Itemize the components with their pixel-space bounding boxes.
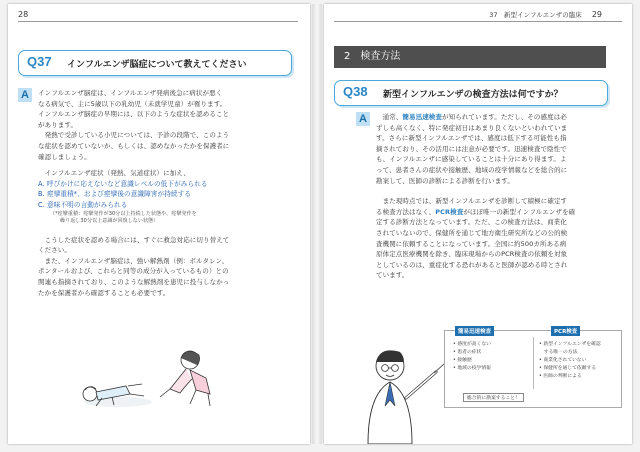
list-item: • 医師の判断による [539, 374, 582, 379]
text-line: 関連も指摘されており、このような解熱剤を患児に投与しなかっ [38, 277, 230, 286]
term-pcr: PCR検査 [435, 207, 464, 216]
pcr-test-heading: PCR検査 [551, 326, 580, 336]
section-heading-text: 2 検査方法 [344, 51, 401, 62]
right-page [324, 4, 632, 444]
text-line: す。さらに新型インフルエンザでは、感度は低下する可能性も指 [376, 134, 567, 143]
list-item: • 新型インフルエンザを確認 [539, 342, 601, 347]
page-number: 28 [18, 10, 29, 19]
text-line: また現時点では、新型インフルエンザを診断して積極に確定す [376, 197, 568, 206]
answer-text [38, 88, 300, 298]
list-item: • 患者の症状 [453, 350, 482, 355]
text-line: も、インフルエンザに感染していることは十分にあり得ます。よ [376, 155, 567, 164]
text-line: ポンタールおよび、これらと同等の成分が入っているもの）との [38, 267, 229, 276]
text-line [376, 112, 620, 123]
text-line: また、インフルエンザ脳症は、強い解熱剤（例：ボルタレン、 [38, 256, 229, 265]
header-rule [334, 21, 622, 22]
text-line: インフルエンザ症状（発熱、気道症状）に加え、 [38, 169, 190, 178]
text-line: こうした症状を認める場合には、すぐに救急対応に切り替えて [38, 235, 230, 244]
doctor-illustration [360, 340, 444, 444]
running-header-text: 37 新型インフルエンザの臨床 [489, 11, 582, 19]
text-line: 査機関に依頼することになっています。全国に約500カ所ある病 [376, 239, 567, 248]
page-number: 29 [591, 10, 602, 19]
section-heading [334, 46, 606, 68]
list-item: • 感度が高くない [453, 342, 491, 347]
header-rule [18, 21, 298, 22]
symptom-c: C. 意味不明の言動がみられる [38, 200, 128, 209]
left-page [8, 4, 310, 444]
text-span: 通常、 [376, 113, 403, 121]
running-header [489, 10, 602, 19]
pcr-test-list [539, 341, 619, 381]
text-span: る検査方法はなく、 [376, 207, 436, 216]
question-title: 新型インフルエンザの検査方法は何ですか？ [383, 90, 563, 100]
text-line: されていないので、保健所を通じて地方衛生研究所などの公的検 [376, 228, 568, 237]
answer-text [376, 112, 620, 281]
text-line: インフルエンザ脳症の早期には、以下のような症状を認めること [38, 110, 230, 119]
text-line: ずしも高くなく、特に発症初日はあまり良くないといわれていま [376, 123, 568, 132]
question-title: インフルエンザ脳症について教えてください [67, 60, 247, 70]
text-line: 勘案して、医師の診断による診断を行います。 [376, 176, 514, 185]
rapid-test-list [453, 341, 531, 373]
question-label: Q38 [343, 84, 368, 99]
question-box [334, 80, 608, 106]
text-line: があります。 [38, 120, 78, 129]
text-line: 確認しましょう。 [38, 152, 91, 161]
board-divider [533, 337, 534, 389]
text-span: がほぼ唯一の新型インフルエンザを確 [463, 207, 576, 216]
symptom-a: A. 呼びかけに応えないなど意識レベルの低下がみられる [38, 179, 208, 188]
question-box [18, 50, 292, 76]
list-item: • 商業化されていない [539, 358, 587, 363]
text-line: なる病気で、主に5歳以下の乳幼児（未就学児童）が罹ります。 [38, 99, 227, 108]
text-line: たかを保護者から確認することも必要です。 [38, 288, 170, 297]
answer-mark: A [18, 88, 32, 102]
text-line: 摘されており、その活用には注意が必要です。迅速検査で陰性で [376, 144, 567, 153]
footnote-line: （*痙攣重積：痙攣発作が30分以上持続した状態や、痙攣発作を [50, 210, 197, 217]
text-line: 発熱で受診している小児については、予診の段階で、このよう [38, 131, 230, 140]
test-comparison-board [444, 330, 622, 408]
question-label: Q37 [27, 54, 52, 69]
text-line: ています。 [376, 271, 409, 280]
term-rapid-test: 簡易迅速検査 [402, 113, 443, 121]
conclusion-note: 総合的に勘案すること！ [463, 393, 524, 402]
text-line: な症状を認めていないか、もしくは、認めなかったかを保護者に [38, 141, 230, 150]
rapid-test-heading: 簡易迅速検査 [455, 326, 494, 336]
text-line: としているのは、重症化する恐れがあると医師が認める時とされ [376, 260, 568, 269]
book-spine [312, 4, 322, 444]
text-line: 原体定点医療機関を除き、臨床現場からのPCR検査の依頼を対象 [376, 250, 568, 259]
list-item: • 接触歴 [453, 358, 472, 363]
list-item: する唯一の方法 [539, 350, 578, 355]
symptom-b: B. 痙攣重積*、および痙攣後の意識障害が持続する [38, 190, 191, 199]
text-line: ください。 [38, 246, 71, 255]
text-span: が知られています。ただし、その感度は必 [442, 113, 567, 121]
text-line [376, 207, 620, 218]
sick-child-illustration [78, 342, 228, 414]
list-item: • 地域の疫学情報 [453, 366, 491, 371]
text-line: 定する診断方法となっています。ただ、この検査方法は、商業化 [376, 218, 567, 227]
list-item: • 保健所を通じて依頼する [539, 366, 597, 371]
footnote-line: 繰り返し30分以上意識が回復しない状態） [60, 217, 159, 224]
text-line: って、患者さんの症状や接触歴、地域の疫学情報などを総合的に [376, 165, 568, 174]
answer-mark: A [356, 112, 370, 126]
text-line: インフルエンザ脳症は、インフルエンザ発病後急に病状が悪く [38, 89, 223, 97]
